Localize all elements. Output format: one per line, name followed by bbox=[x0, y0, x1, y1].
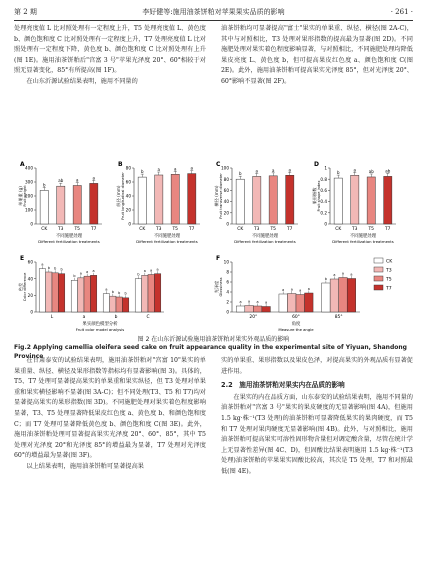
y-tick-label: 60 bbox=[27, 259, 33, 265]
y-axis-label-en: Color difference bbox=[23, 272, 27, 302]
y-axis-label: 纵径 (mm) bbox=[116, 185, 121, 207]
significance-letter: a bbox=[290, 287, 293, 292]
significance-letter: a bbox=[272, 167, 275, 173]
x-tick-label: L bbox=[50, 315, 54, 320]
section-heading: 2.2 施用油茶饼粕对果实内在品质的影响 bbox=[221, 381, 345, 390]
bar bbox=[287, 294, 296, 313]
significance-letter: b bbox=[42, 182, 46, 188]
significance-letter: b bbox=[118, 290, 121, 295]
paragraph: 实的单果重、果形指数以及果皮色泽，对提高果实的外观品质有显著促进作用。 bbox=[221, 357, 413, 375]
x-tick-label: CK bbox=[41, 227, 48, 232]
significance-letter: a bbox=[288, 167, 291, 173]
bar bbox=[171, 174, 179, 224]
x-axis-title-en: Measure the angle bbox=[278, 327, 314, 332]
paragraph: 油茶饼粕均可显著提高"富士"果实的单果重、纵径、横径(图 2A-C)，其中与对照相比，T3 处理对果形指数的提高最为显著(图 2D)。不同施肥处理对果实着色程度影响显著，与对照相比，不同施肥处理均降低果皮亮度 L、黄色度 b，但可提高果皮红色度 a、颜色饱和度 C(图 2E)。此外，施用油茶饼粕可提高果实光泽度 85°，但对光泽度 20°、60°影响不显著(图 2F)。 bbox=[221, 25, 413, 85]
y-tick-label: 4 bbox=[226, 289, 229, 295]
legend-label: T5 bbox=[386, 277, 392, 283]
y-tick-label: 8 bbox=[226, 269, 229, 275]
y-axis-label: 色差 bbox=[18, 282, 23, 292]
paragraph: 在果实的内在品质方面，山东泰安的试验结果表明，施用不同量的油茶饼粕对"宫富 3 号"果实的果皮硬度的无显著影响(图 4A)，但施用 1.5 kg·株⁻¹(T3 处理)的油茶饼粕可显著降低果实的果肉硬度，而 T5 和 T7 处理对果肉硬度无显著影响(图 4B)。此外，与对照相比，施用油茶饼粕可提高果实可溶性固形物含量但对调定酸含量，尽管在统计学上无显著性差异(图 4C、D)，但固酸比结果表明施用 1.5 kg·株⁻¹(T3 处理)油茶饼粕的苹果果实固酸比较高，其次是 T5 处理，T7 和对照最低(图 4E)。 bbox=[221, 393, 413, 475]
y-tick-label: 20 bbox=[223, 210, 229, 216]
y-axis-label-en: Fruit shape index bbox=[317, 180, 321, 212]
bar bbox=[269, 176, 277, 224]
y-tick-label: 0 bbox=[324, 221, 327, 227]
bar bbox=[286, 175, 294, 224]
bar bbox=[347, 279, 356, 313]
bar bbox=[351, 175, 359, 224]
panel-letter: A bbox=[20, 161, 25, 168]
significance-letter: a bbox=[92, 269, 95, 274]
bar bbox=[384, 176, 392, 224]
significance-letter: b bbox=[324, 276, 327, 281]
significance-letter: a bbox=[350, 272, 353, 277]
significance-letter: a bbox=[299, 288, 302, 293]
bar bbox=[322, 283, 331, 312]
x-tick-label: CK bbox=[237, 227, 244, 232]
bar bbox=[116, 297, 122, 312]
y-tick-label: 0 bbox=[226, 221, 229, 227]
legend-swatch bbox=[374, 258, 383, 263]
legend-label: T7 bbox=[386, 286, 392, 292]
panel-letter: C bbox=[216, 161, 221, 168]
bar bbox=[71, 280, 77, 312]
panel-letter: B bbox=[118, 161, 123, 168]
y-axis-label-en: Glossiness bbox=[219, 277, 223, 297]
legend-swatch bbox=[374, 276, 383, 281]
paragraph: 在甘肃泰安的试验结果表明，施用油茶饼粕对"宫富 10"果实的单果重量、纵径、横径及果形指数等指标均有显著影响(图 3)。具体的，T5、T7 处理可显著提高果实的单果重和果实纵径，但 T3 处理对单果重和果实横径影响不显著(图 3A-C)；但不同处理(T3、T5 和 T7)均对显著提高果实的果形指数(图 3D)。不同施肥处理对果实着色程度影响显著，T3、T5 处理显著降低果皮红色度 a、黄色度 b、和颜色饱和度 C；而 T7 处理可显著降低黄色度 b、颜色饱和度 C(图 3E)。此外，施用油茶饼粕处理可显著提高果实光泽度 20°、60°、85°，其中 T5 处理对光泽度 20°和光泽度 85°的增益最为显著，T7 处理对光泽度 60°的增益最为显著(图 3F)。 bbox=[14, 357, 206, 460]
significance-letter: a bbox=[307, 286, 310, 291]
y-tick-label: 0 bbox=[30, 309, 33, 315]
y-tick-label: 20 bbox=[27, 292, 33, 298]
y-tick-label: 200 bbox=[25, 193, 33, 199]
top-right-column bbox=[221, 24, 413, 88]
bar bbox=[334, 178, 342, 224]
significance-letter: b bbox=[54, 266, 57, 271]
y-tick-label: 80 bbox=[125, 165, 131, 171]
y-tick-label: 80 bbox=[223, 176, 229, 182]
x-axis-title: 果实颜色模型分析 bbox=[82, 322, 118, 327]
top-left-column bbox=[14, 24, 206, 88]
significance-letter: a bbox=[79, 271, 82, 276]
y-axis-label-en: Fruit transverse diameter bbox=[219, 173, 223, 219]
significance-letter: a bbox=[150, 268, 153, 273]
significance-letter: a bbox=[353, 167, 356, 173]
y-tick-label: 0.4 bbox=[320, 199, 327, 205]
significance-letter: a bbox=[76, 177, 79, 183]
significance-letter: a bbox=[156, 267, 159, 272]
caption-chinese: 图 2 在山东沂源试验施用油茶饼粕对果实外观品质的影响 bbox=[137, 336, 290, 343]
bar bbox=[253, 176, 261, 224]
x-axis-title: 不同施肥处理 bbox=[251, 234, 279, 239]
significance-letter: a bbox=[265, 300, 268, 305]
x-axis-title-en: Different fertilization treatments bbox=[234, 239, 296, 244]
legend-label: CK bbox=[386, 259, 393, 265]
bar bbox=[142, 275, 148, 312]
significance-letter: a bbox=[92, 175, 95, 181]
significance-letter: b bbox=[124, 291, 127, 296]
x-tick-label: T5 bbox=[74, 227, 80, 232]
y-tick-label: 0 bbox=[226, 309, 229, 315]
y-axis-label: 横径 (mm) bbox=[214, 185, 219, 207]
y-tick-label: 0 bbox=[30, 221, 33, 227]
bar bbox=[90, 275, 96, 312]
y-tick-label: 100 bbox=[25, 207, 33, 213]
x-axis-title-en: Different fertilization treatments bbox=[136, 239, 198, 244]
x-tick-label: CK bbox=[139, 227, 146, 232]
y-tick-label: 300 bbox=[25, 179, 33, 185]
bar bbox=[148, 275, 154, 313]
significance-letter: b bbox=[73, 274, 76, 279]
significance-letter: b bbox=[60, 267, 63, 272]
page-number: · 261 · bbox=[390, 8, 413, 16]
x-axis-title-en: Fruit color model analysis bbox=[75, 327, 125, 332]
y-axis-label: 单果重 (g) bbox=[18, 186, 23, 206]
y-tick-label: 2 bbox=[226, 299, 229, 305]
legend-swatch bbox=[374, 285, 383, 290]
y-tick-label: 0.2 bbox=[320, 210, 327, 216]
x-axis-title: 不同施肥处理 bbox=[349, 234, 377, 239]
figure-2 bbox=[14, 158, 413, 334]
y-tick-label: 20 bbox=[125, 207, 131, 213]
bar bbox=[57, 186, 65, 224]
bar bbox=[78, 278, 84, 312]
bar bbox=[245, 306, 254, 313]
paragraph: 处理亮度值 L 比对照处理有一定程度上升，T5 处理亮度值 L、黄色度 b、颜色饱和度 C 比对照处理有一定程度上升，T7 处理亮度值 L 比对照处理有一定程度下降，黄色度 b、颜色饱和度 C 比对照处理有上升(图 1E)。施用油茶饼粕后"宫富 3 号"苹果光泽度 20°、60°相较于对照无显著变化，85°有所提高(图 1F)。 bbox=[14, 25, 206, 75]
significance-letter: b bbox=[140, 169, 144, 175]
bar bbox=[253, 306, 262, 312]
y-tick-label: 400 bbox=[25, 165, 33, 171]
y-tick-label: 6 bbox=[226, 279, 229, 285]
significance-letter: b bbox=[238, 171, 242, 177]
x-tick-label: T7 bbox=[189, 227, 195, 232]
significance-letter: b bbox=[47, 265, 50, 270]
x-axis-title: 不同施肥处理 bbox=[153, 234, 181, 239]
y-axis-label: 光泽度 bbox=[214, 280, 219, 294]
bar bbox=[40, 190, 48, 224]
significance-letter: b bbox=[336, 170, 340, 176]
bar bbox=[330, 279, 339, 312]
x-tick-label: T7 bbox=[287, 227, 293, 232]
bar bbox=[39, 269, 45, 312]
caption-english: Fig.2 Applying camellia oleifera seed cake on fruit appearance quality in the experimental site of Yiyuan, Shandong Province bbox=[14, 344, 407, 360]
y-tick-label: 10 bbox=[223, 259, 229, 265]
x-axis-title-en: Different fertilization treatments bbox=[332, 239, 394, 244]
x-tick-label: T5 bbox=[368, 227, 374, 232]
x-tick-label: 60° bbox=[292, 315, 300, 320]
x-tick-label: C bbox=[146, 315, 150, 320]
bar bbox=[305, 293, 314, 312]
bar bbox=[135, 279, 141, 312]
bar bbox=[279, 294, 288, 312]
running-header bbox=[14, 6, 413, 21]
bar bbox=[236, 179, 244, 224]
significance-letter: a bbox=[190, 165, 193, 171]
x-tick-label: T7 bbox=[385, 227, 391, 232]
y-tick-label: 0 bbox=[128, 221, 131, 227]
significance-letter: a bbox=[174, 166, 177, 172]
significance-letter: a bbox=[41, 262, 44, 267]
significance-letter: a bbox=[239, 299, 242, 304]
bar bbox=[154, 274, 160, 312]
x-tick-label: T3 bbox=[352, 227, 358, 232]
bar bbox=[90, 183, 98, 224]
significance-letter: a bbox=[248, 299, 251, 304]
significance-letter: ab bbox=[58, 178, 64, 184]
y-axis-label: 果形指数 bbox=[312, 187, 317, 205]
x-tick-label: 85° bbox=[334, 315, 343, 320]
panel-letter: D bbox=[314, 161, 319, 168]
bar bbox=[122, 298, 128, 312]
x-tick-label: a bbox=[82, 315, 86, 320]
bottom-right-column bbox=[221, 356, 413, 478]
x-axis-title-en: Different fertilization treatments bbox=[38, 239, 100, 244]
significance-letter: a bbox=[256, 299, 259, 304]
x-tick-label: T3 bbox=[156, 227, 162, 232]
bar bbox=[84, 276, 90, 312]
x-tick-label: T3 bbox=[58, 227, 64, 232]
panel-letter: F bbox=[216, 255, 221, 262]
significance-letter: a bbox=[105, 287, 108, 292]
bar bbox=[339, 278, 348, 313]
legend-swatch bbox=[374, 267, 383, 272]
y-tick-label: 100 bbox=[221, 165, 229, 171]
significance-letter: a bbox=[86, 269, 89, 274]
bar bbox=[367, 177, 375, 224]
x-tick-label: b bbox=[114, 315, 118, 320]
significance-letter: ab bbox=[385, 168, 391, 174]
paragraph: 以上结果表明，施用油茶饼粕可显著提高果 bbox=[26, 462, 144, 470]
y-tick-label: 60 bbox=[125, 179, 131, 185]
x-axis-title: 角度 bbox=[291, 322, 301, 327]
significance-letter: b bbox=[111, 289, 114, 294]
running-title: 李好健等:施用油茶饼粕对苹果果实品质的影响 bbox=[142, 8, 285, 16]
panel-letter: E bbox=[20, 255, 25, 262]
bar bbox=[58, 274, 64, 312]
significance-letter: a bbox=[157, 167, 160, 172]
bar bbox=[155, 175, 163, 224]
significance-letter: a bbox=[143, 269, 146, 274]
y-tick-label: 1 bbox=[324, 165, 327, 171]
legend-label: T3 bbox=[386, 268, 392, 274]
y-tick-label: 0.6 bbox=[320, 188, 327, 193]
y-tick-label: 60 bbox=[223, 188, 229, 193]
significance-letter: a bbox=[333, 272, 336, 277]
y-tick-label: 40 bbox=[125, 193, 131, 199]
x-tick-label: CK bbox=[335, 227, 342, 232]
figure-2-panels bbox=[14, 158, 413, 334]
significance-letter: ab bbox=[368, 168, 374, 174]
paragraph: 在山东沂源试验结果表明，施用不同量的 bbox=[26, 77, 138, 85]
x-tick-label: 20° bbox=[249, 315, 258, 320]
bar bbox=[262, 307, 271, 313]
x-tick-label: T3 bbox=[254, 227, 260, 232]
bar bbox=[236, 306, 245, 312]
significance-letter: b bbox=[137, 272, 140, 277]
x-axis-title: 不同施肥处理 bbox=[55, 234, 83, 239]
y-tick-label: 40 bbox=[27, 276, 33, 282]
significance-letter: a bbox=[341, 271, 344, 276]
significance-letter: a bbox=[255, 168, 258, 174]
bottom-left-column bbox=[14, 356, 206, 473]
y-tick-label: 0.8 bbox=[320, 176, 327, 182]
issue-number: 第 2 期 bbox=[14, 8, 37, 16]
x-tick-label: T7 bbox=[91, 227, 97, 232]
bar bbox=[188, 174, 196, 224]
y-tick-label: 40 bbox=[223, 199, 229, 205]
bar bbox=[103, 294, 109, 312]
bar bbox=[73, 186, 81, 225]
x-tick-label: T5 bbox=[270, 227, 276, 232]
y-axis-label-en: Fruit weight bbox=[23, 185, 27, 207]
x-tick-label: T5 bbox=[172, 227, 178, 232]
bar bbox=[138, 177, 146, 224]
significance-letter: a bbox=[282, 287, 285, 292]
bar bbox=[110, 296, 116, 312]
bar bbox=[52, 273, 58, 312]
y-axis-label-en: Fruit longitudinal diameter bbox=[121, 172, 125, 220]
bar bbox=[46, 272, 52, 312]
bar bbox=[296, 295, 305, 313]
